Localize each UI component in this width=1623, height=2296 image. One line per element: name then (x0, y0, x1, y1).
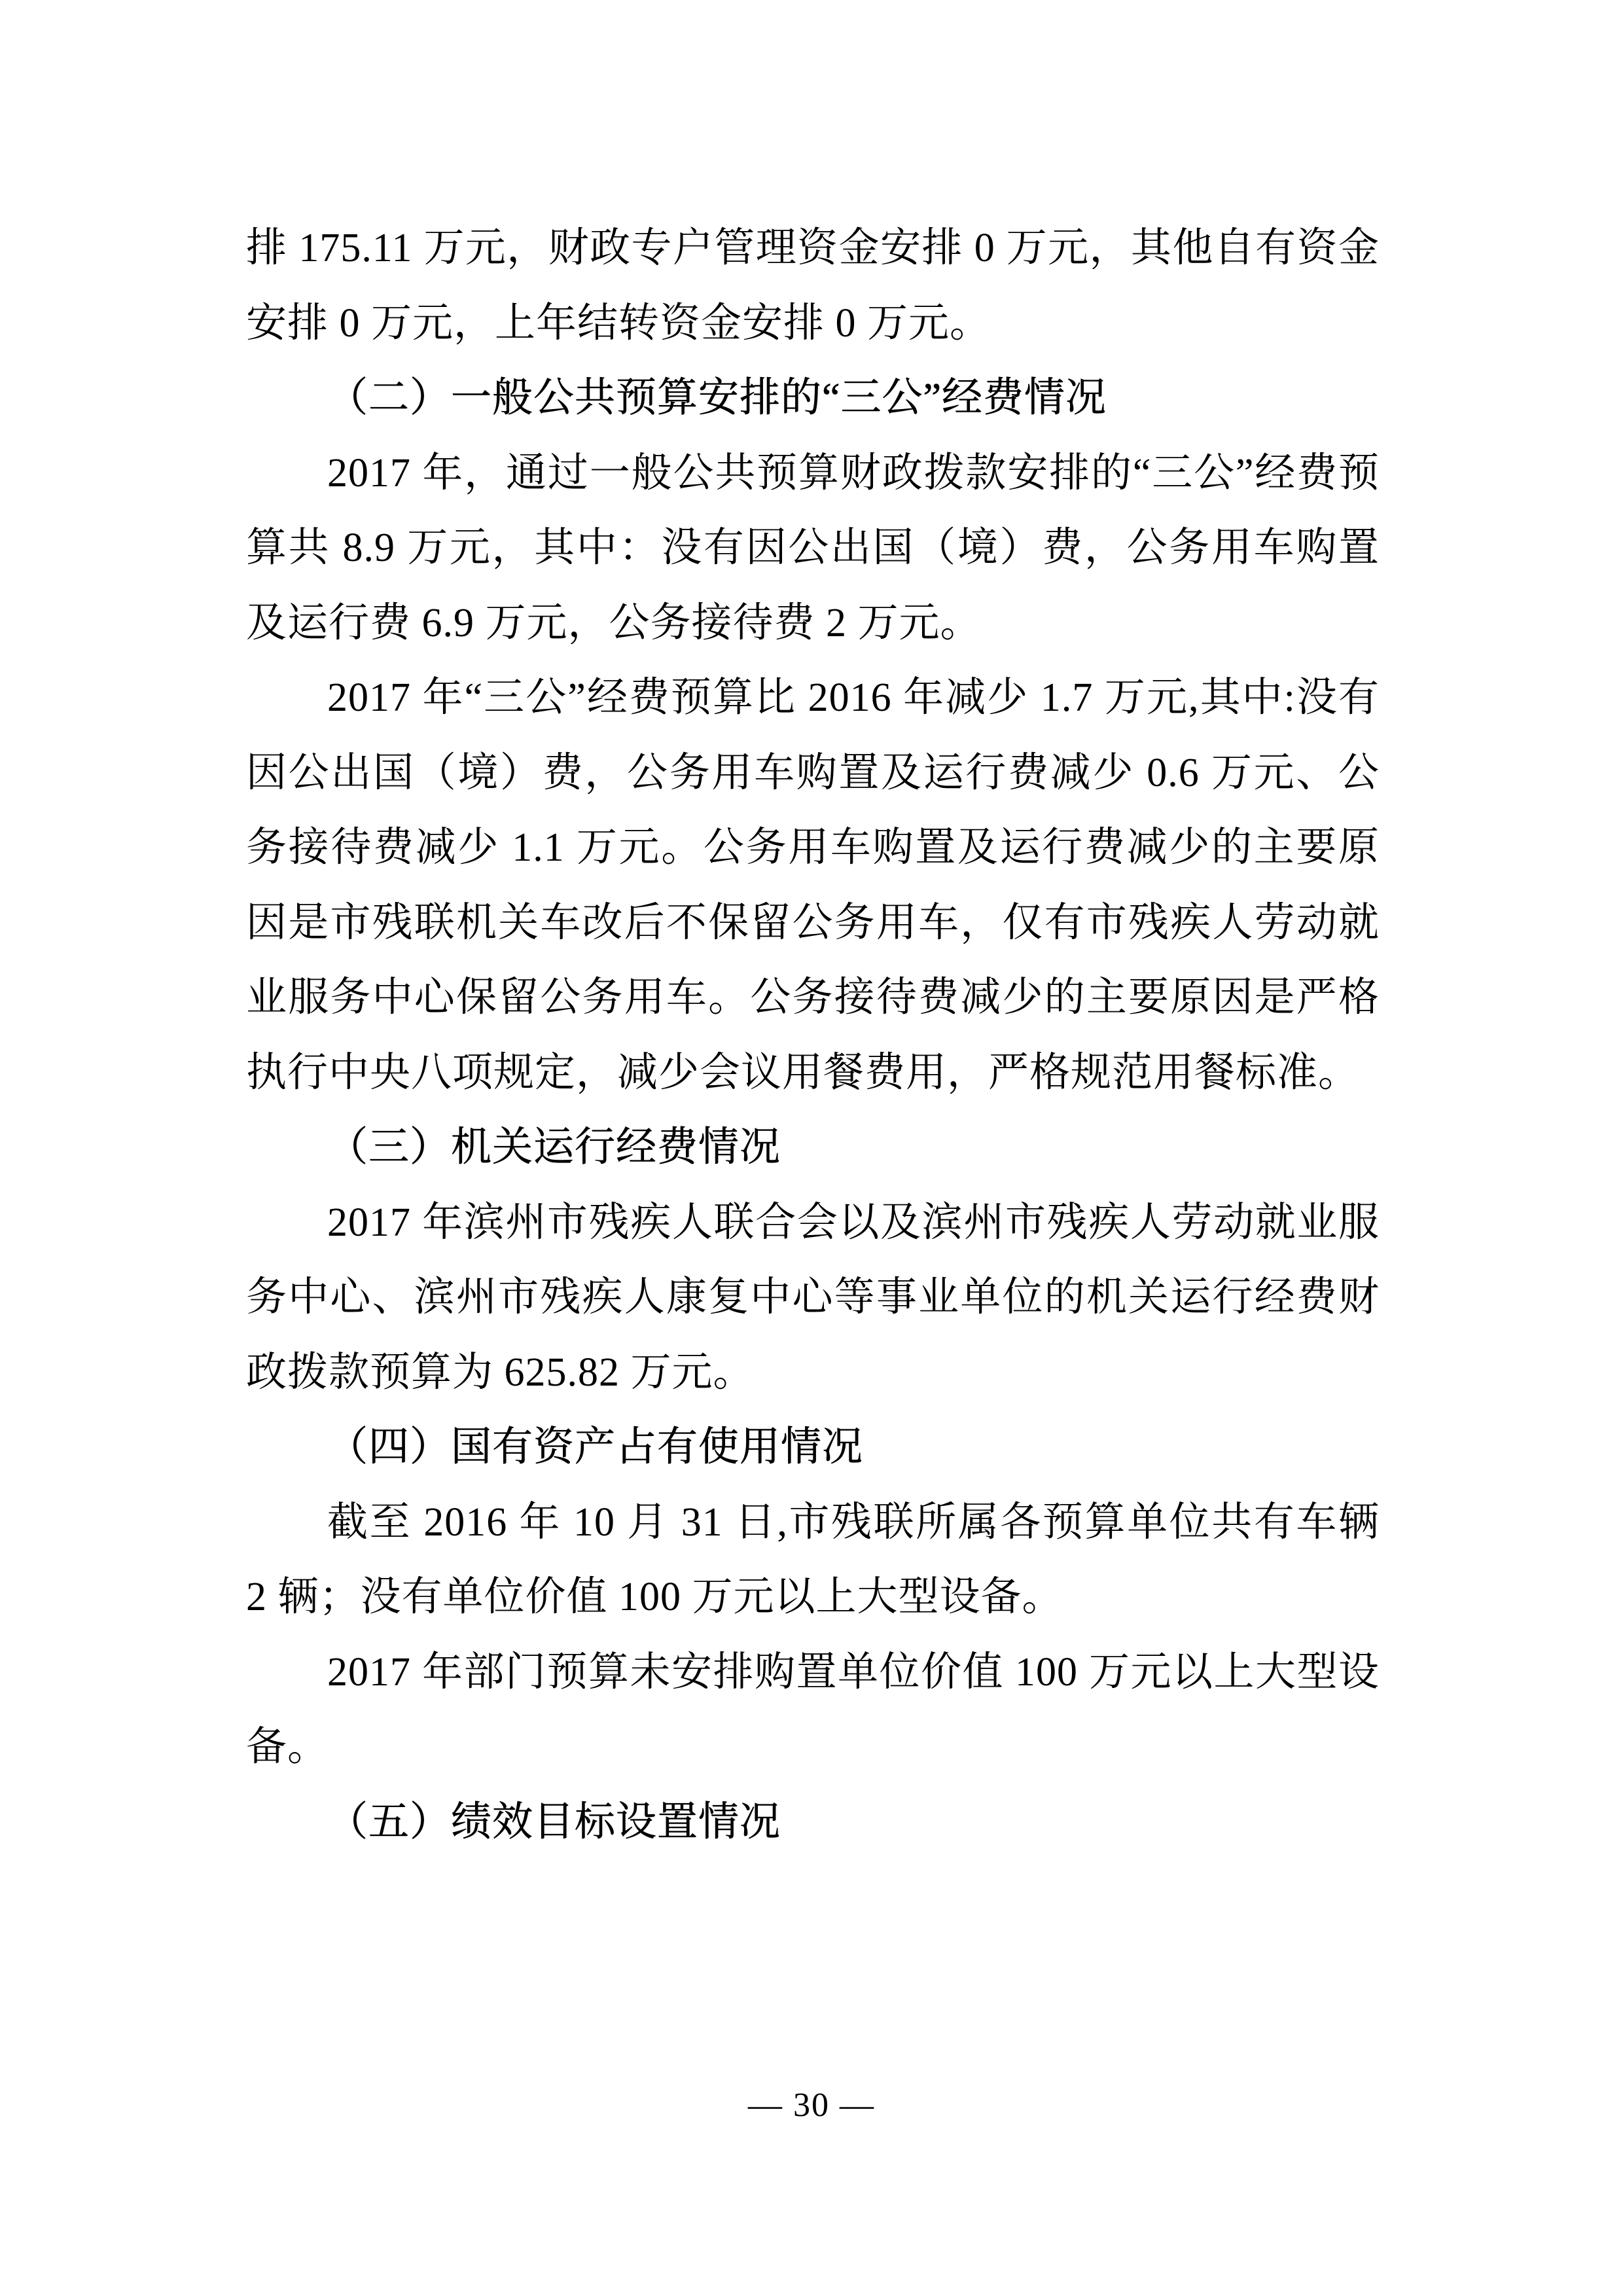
page-number: — 30 — (748, 2087, 875, 2124)
paragraph-operating-funds-budget: 2017 年滨州市残疾人联合会以及滨州市残疾人劳动就业服务中心、滨州市残疾人康复中心等事业单位的机关运行经费财政拨款预算为 625.82 万元。 (246, 1200, 1380, 1395)
section-heading-agency-operating-funds: （三）机关运行经费情况 (327, 1125, 781, 1170)
paragraph-no-large-equipment-planned: 2017 年部门预算未安排购置单位价值 100 万元以上大型设备。 (246, 1649, 1380, 1769)
document-body (246, 211, 1380, 1859)
paragraph-san-gong-reduction-reasons: 2017 年“三公”经费预算比 2016 年减少 1.7 万元,其中:没有因公出国（境）费，公务用车购置及运行费减少 0.6 万元、公务接待费减少 1.1 万元。公务用车购置及运行费减少的主要原因是市残联机关车改后不保留公务用车，仅有市残疾人劳动就业服务中心保留公务用车。公务接待费减少的主要原因是严格执行中央八项规定，减少会议用餐费用，严格规范用餐标准。 (246, 675, 1380, 1095)
paragraph-budget-funding-continuation: 排 175.11 万元，财政专户管理资金安排 0 万元，其他自有资金安排 0 万元，上年结转资金安排 0 万元。 (246, 226, 1380, 346)
page-footer (0, 2085, 1623, 2126)
section-heading-state-assets: （四）国有资产占有使用情况 (327, 1425, 864, 1469)
section-heading-performance-goals: （五）绩效目标设置情况 (327, 1799, 781, 1844)
paragraph-san-gong-2017-budget: 2017 年，通过一般公共预算财政拨款安排的“三公”经费预算共 8.9 万元，其中：没有因公出国（境）费，公务用车购置及运行费 6.9 万元，公务接待费 2 万元。 (246, 450, 1380, 645)
section-heading-san-gong-expenses: （二）一般公共预算安排的“三公”经费情况 (327, 376, 1107, 420)
paragraph-vehicles-and-equipment: 截至 2016 年 10 月 31 日,市残联所属各预算单位共有车辆 2 辆；没有单位价值 100 万元以上大型设备。 (246, 1499, 1380, 1619)
